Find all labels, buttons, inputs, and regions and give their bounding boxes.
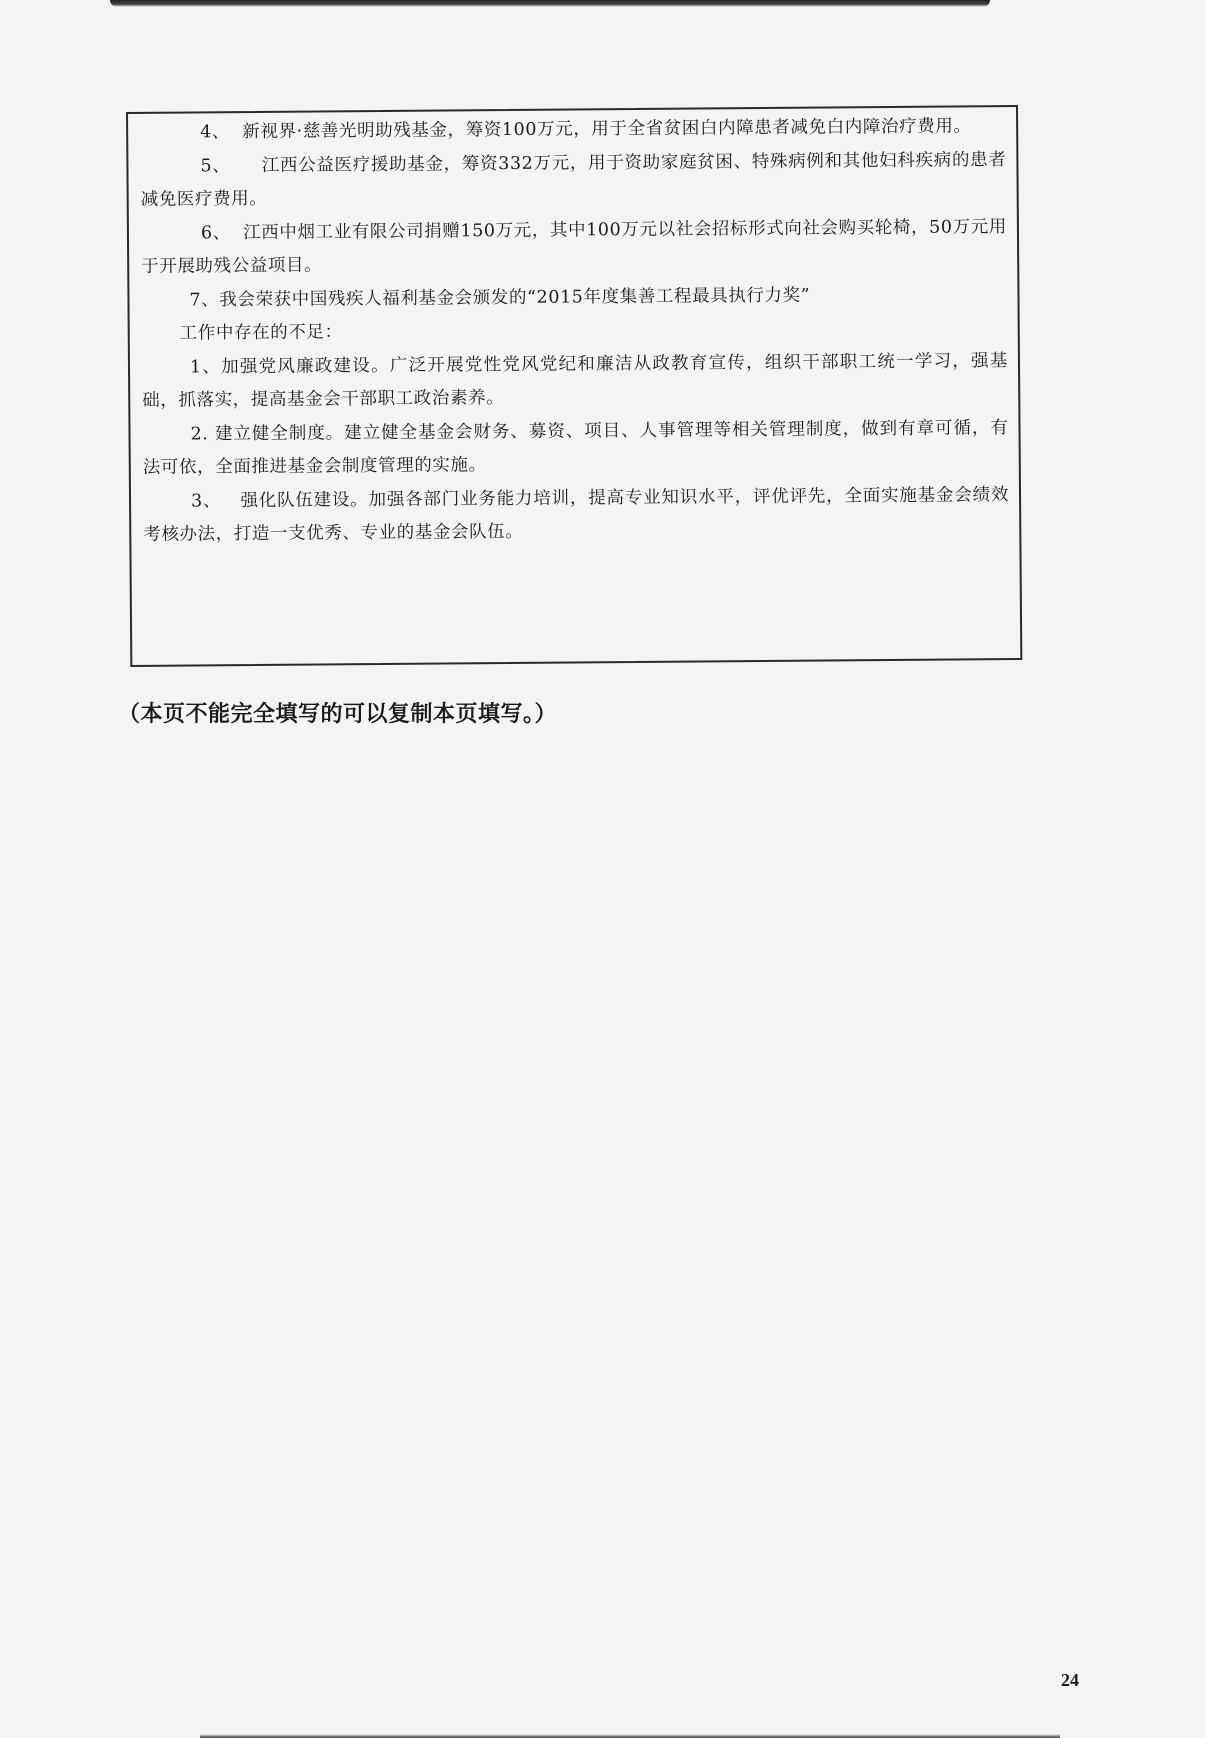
- fill-note: （本页不能完全填写的可以复制本页填写。）: [118, 702, 558, 727]
- item-number: 7、: [189, 289, 220, 311]
- item-text: 新视界·慈善光明助残基金，筹资100万元，用于全省贫困白内障患者减免白内障治疗费用。: [242, 116, 972, 143]
- page-number: 24: [1061, 1670, 1079, 1690]
- deficiency-item: [142, 412, 1008, 486]
- deficiency-number: 3、: [190, 490, 222, 512]
- deficiency-item: [142, 345, 1008, 419]
- deficiency-item: [143, 479, 1009, 553]
- scan-top-edge: [110, 0, 990, 7]
- item-text: 我会荣获中国残疾人福利基金会颁发的“2015年度集善工程最具执行力奖”: [219, 285, 811, 310]
- item-text: 江西中烟工业有限公司捐赠150万元，其中100万元以社会招标形式向社会购买轮椅，50万元用于开展助残公益项目。: [141, 216, 1008, 277]
- deficiency-number: 1、: [189, 356, 222, 378]
- list-item: [141, 211, 1007, 285]
- deficiency-text: 强化队伍建设。加强各部门业务能力培训，提高专业知识水平，评优评先，全面实施基金会绩效考核办法，打造一支优秀、专业的基金会队伍。: [143, 484, 1010, 545]
- deficiency-text: 加强党风廉政建设。广泛开展党性党风党纪和廉洁从政教育宣传，组织干部职工统一学习，强基础，抓落实，提高基金会干部职工政治素养。: [142, 350, 1009, 411]
- content-text: [140, 110, 1009, 552]
- deficiency-heading: 工作中存在的不足：: [179, 322, 343, 344]
- deficiency-number: 2.: [190, 423, 209, 445]
- item-text: 江西公益医疗援助基金，筹资332万元，用于资助家庭贫困、特殊病例和其他妇科疾病的患者减免医疗费用。: [140, 149, 1007, 210]
- scan-bottom-edge: [200, 1734, 1060, 1738]
- content-box: [126, 105, 1022, 667]
- deficiency-text: 建立健全制度。建立健全基金会财务、募资、项目、人事管理等相关管理制度，做到有章可循，有法可依，全面推进基金会制度管理的实施。: [142, 417, 1009, 478]
- list-item: [140, 144, 1006, 218]
- item-number: 4、: [200, 122, 231, 143]
- item-number: 5、: [200, 155, 231, 176]
- item-number: 6、: [200, 222, 231, 243]
